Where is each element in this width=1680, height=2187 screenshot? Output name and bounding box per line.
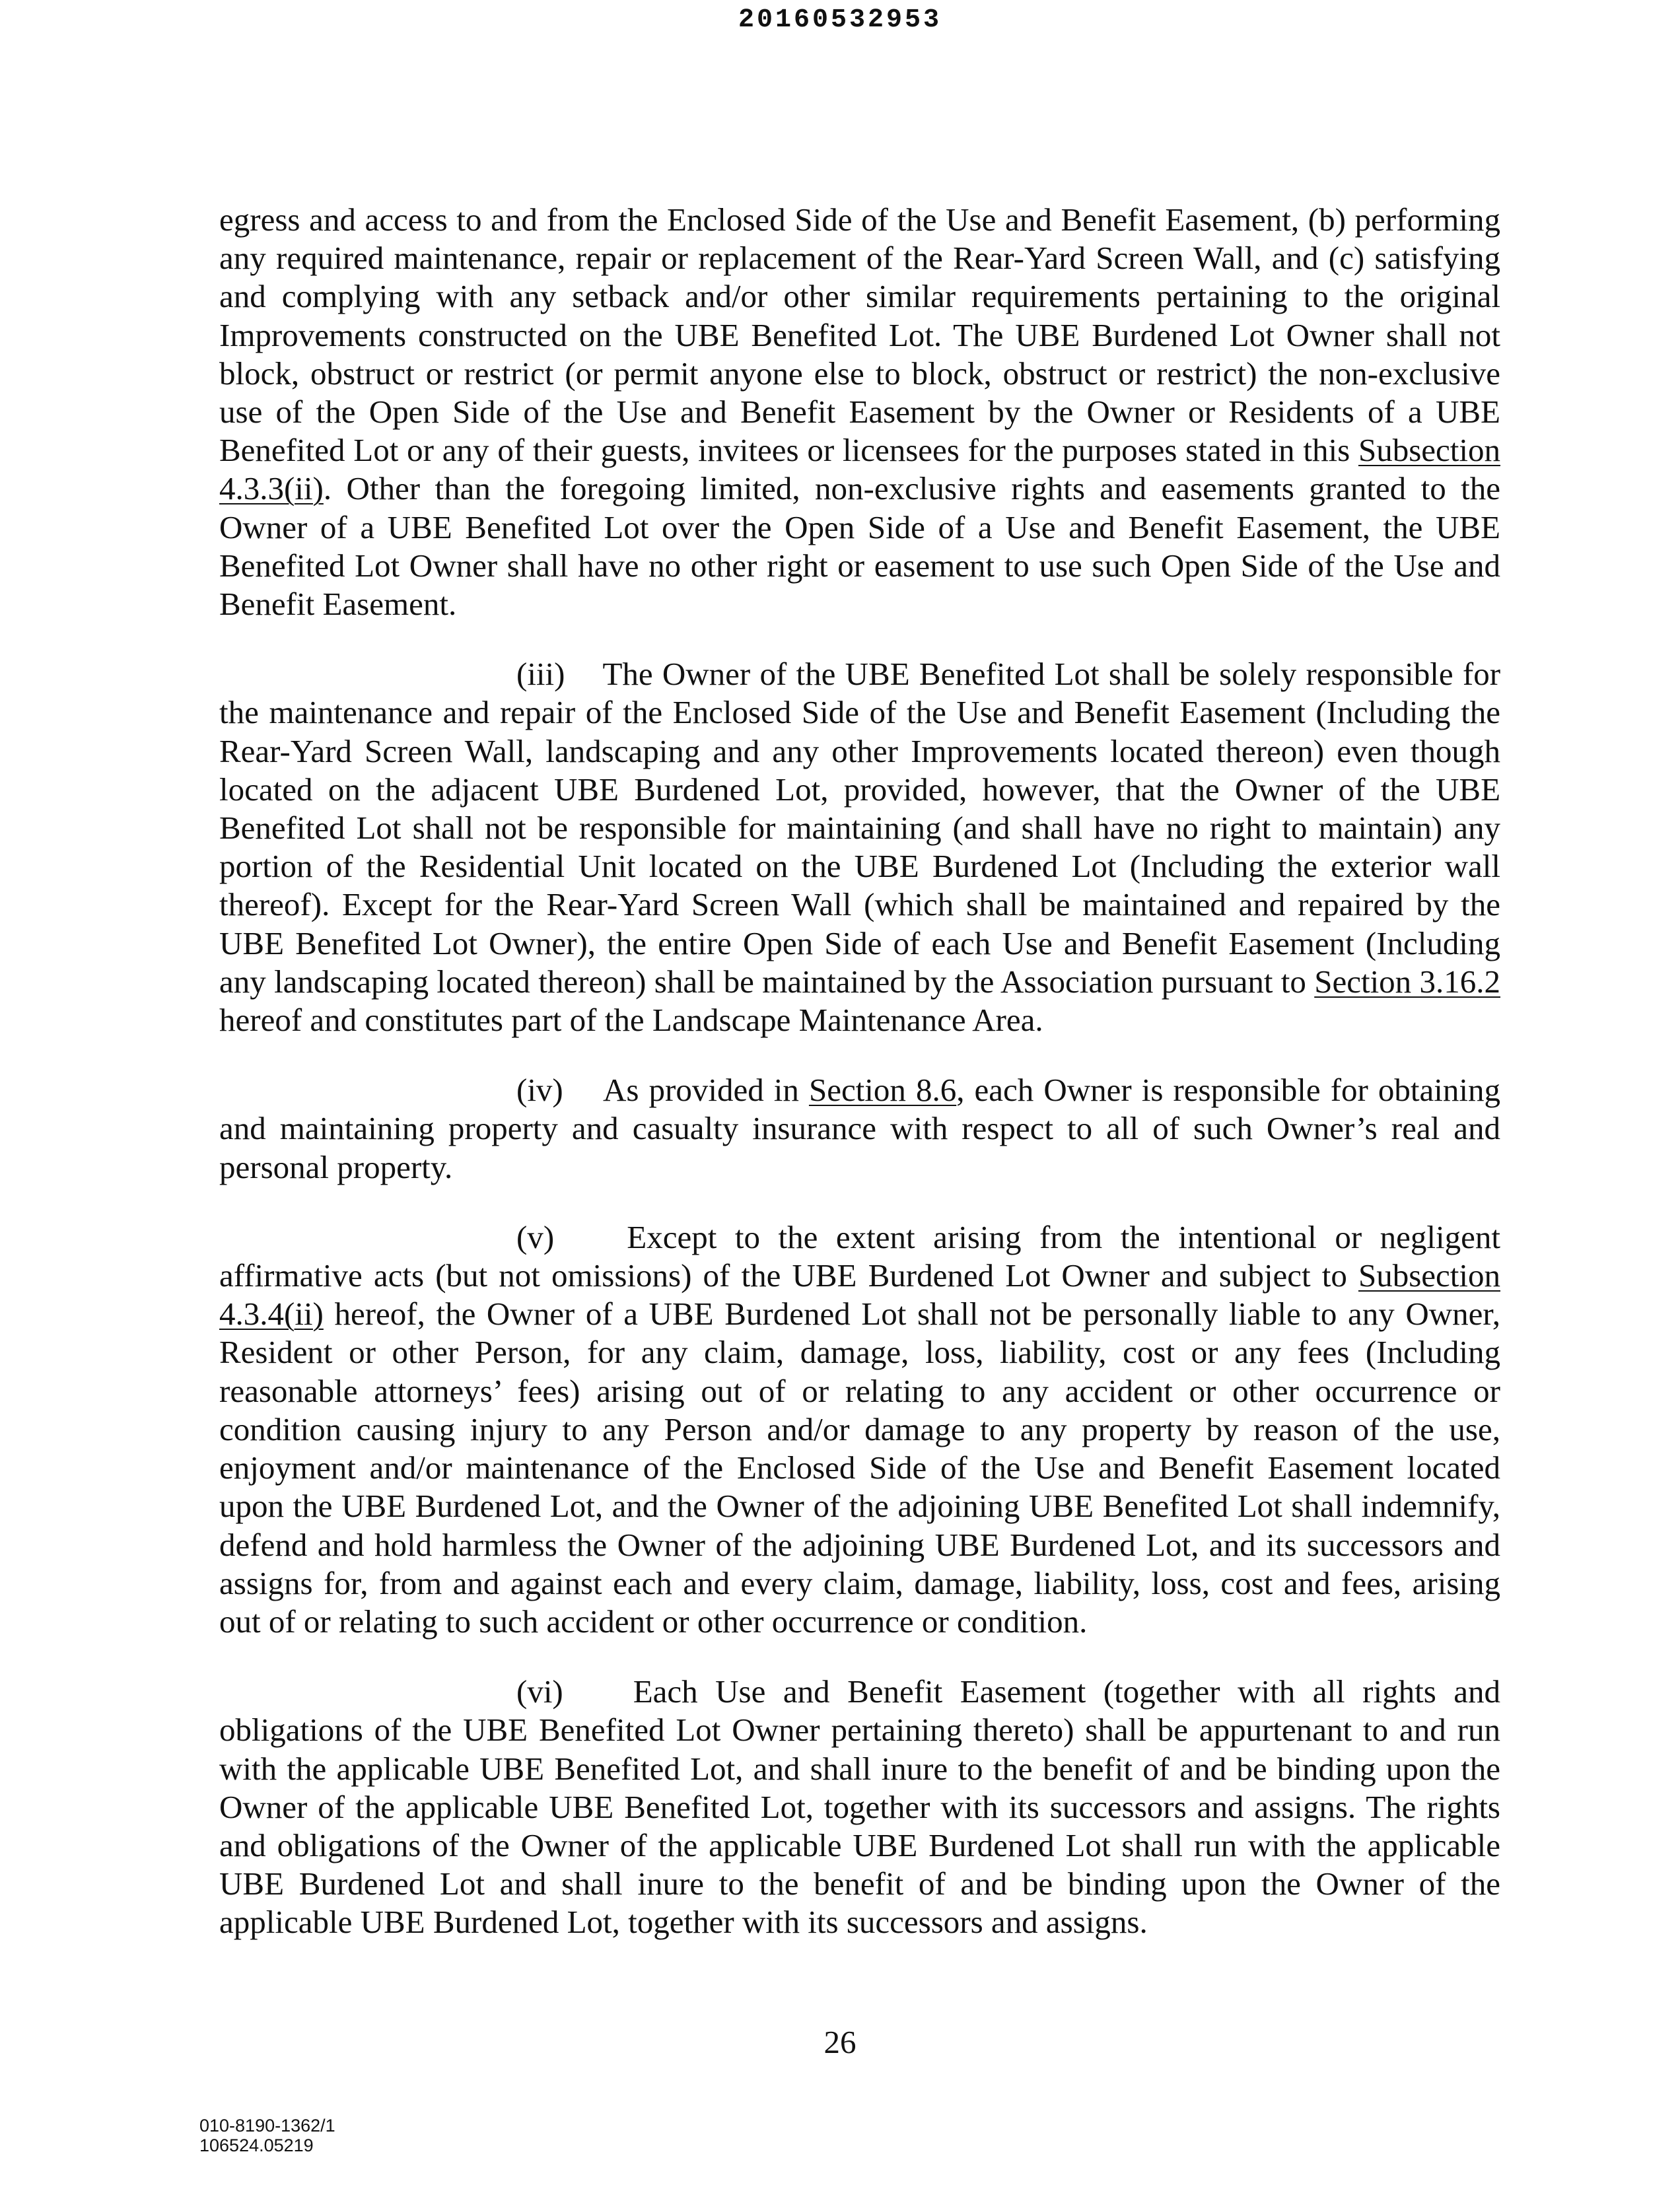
paragraph-numeral: (iii) (516, 656, 565, 693)
paragraph-text: . Other than the foregoing limited, non-exclusive rights and easements granted to the Owner of a UBE Benefited Lot over the Open Side of a Use and Benefit Easement, the UBE Benefited Lot Owner shall have no other right or easement to use such Open Side of the Use and Benefit Easement. (219, 470, 1500, 623)
paragraph-text: The Owner of the UBE Benefited Lot shall be solely responsible for the maintenance and repair of the Enclosed Side of the Use and Benefit Easement (Including the Rear-Yard Screen Wall, landscaping and any other Improvements located thereon) even though located on the adjacent UBE Burdened Lot, provided, however, that the Owner of the UBE Benefited Lot shall not be responsible for maintaining (and shall have no right to maintain) any portion of the Residential Unit located on the UBE Burdened Lot (Including the exterior wall thereof). Except for the Rear-Yard Screen Wall (which shall be maintained and repaired by the UBE Benefited Lot Owner), the entire Open Side of each Use and Benefit Easement (Including any landscaping located thereon) shall be maintained by the Association pursuant to (219, 656, 1501, 1000)
cross-reference: Subsection 4.3.4(ii) (219, 1257, 1500, 1333)
paragraph-text: , each Owner is responsible for obtaining and maintaining property and casualty insurance with respect to all of such Owner’s real and personal property. (219, 1072, 1501, 1185)
paragraph-text: Except to the extent arising from the intentional or negligent affirmative acts (but not omissions) of the UBE Burdened Lot Owner and subject to (219, 1218, 1501, 1294)
paragraph-numeral: (v) (516, 1218, 555, 1255)
paragraph-v (219, 1218, 1500, 1641)
paragraph-iv (219, 1071, 1500, 1187)
page-number: 26 (823, 2024, 857, 2060)
footer-document-code: 010-8190-1362/1 (199, 2116, 335, 2135)
paragraph-iii (219, 655, 1500, 1039)
paragraph-continuation (219, 201, 1500, 623)
paragraph-text: As provided in (603, 1072, 809, 1109)
paragraph-vi (219, 1673, 1500, 1941)
cross-reference: Section 3.16.2 (1314, 963, 1500, 1000)
footer-file-code: 106524.05219 (199, 2135, 314, 2155)
paragraph-text: Each Use and Benefit Easement (together with all rights and obligations of the UBE Benefited Lot Owner pertaining thereto) shall be appurtenant to and run with the applicable UBE Benefited Lot, and shall inure to the benefit of and be binding upon the Owner of the applicable UBE Benefited Lot, together with its successors and assigns. The rights and obligations of the Owner of the applicable UBE Burdened Lot shall run with the applicable UBE Burdened Lot and shall inure to the benefit of and be binding upon the Owner of the applicable UBE Burdened Lot, together with its successors and assigns. (219, 1673, 1501, 1941)
paragraph-text: egress and access to and from the Enclosed Side of the Use and Benefit Easement, (b) performing any required maintenance, repair or replacement of the Rear-Yard Screen Wall, and (c) satisfying and complying with any setback and/or other similar requirements pertaining to the original Improvements constructed on the UBE Benefited Lot. The UBE Burdened Lot Owner shall not block, obstruct or restrict (or permit anyone else to block, obstruct or restrict) the non-exclusive use of the Open Side of the Use and Benefit Easement by the Owner or Residents of a UBE Benefited Lot or any of their guests, invitees or licensees for the purposes stated in this (219, 201, 1500, 469)
paragraph-text: hereof, the Owner of a UBE Burdened Lot shall not be personally liable to any Owner, Resident or other Person, for any claim, damage, loss, liability, cost or any fees (Including reasonable attorneys’ fees) arising out of or relating to any accident or other occurrence or condition causing injury to any Person and/or damage to any property by reason of the use, enjoyment and/or maintenance of the Enclosed Side of the Use and Benefit Easement located upon the UBE Burdened Lot, and the Owner of the adjoining UBE Benefited Lot shall indemnify, defend and hold harmless the Owner of the adjoining UBE Burdened Lot, and its successors and assigns for, from and against each and every claim, damage, liability, loss, cost and fees, arising out of or relating to such accident or other occurrence or condition. (219, 1296, 1500, 1640)
paragraph-text: hereof and constitutes part of the Landscape Maintenance Area. (219, 1002, 1043, 1039)
paragraph-numeral: (iv) (516, 1072, 563, 1109)
document-number: 20160532953 (738, 5, 942, 35)
cross-reference: Section 8.6 (808, 1072, 957, 1109)
cross-reference: Subsection 4.3.3(ii) (219, 432, 1500, 507)
paragraph-numeral: (vi) (516, 1673, 563, 1710)
document-body (219, 201, 1500, 1974)
